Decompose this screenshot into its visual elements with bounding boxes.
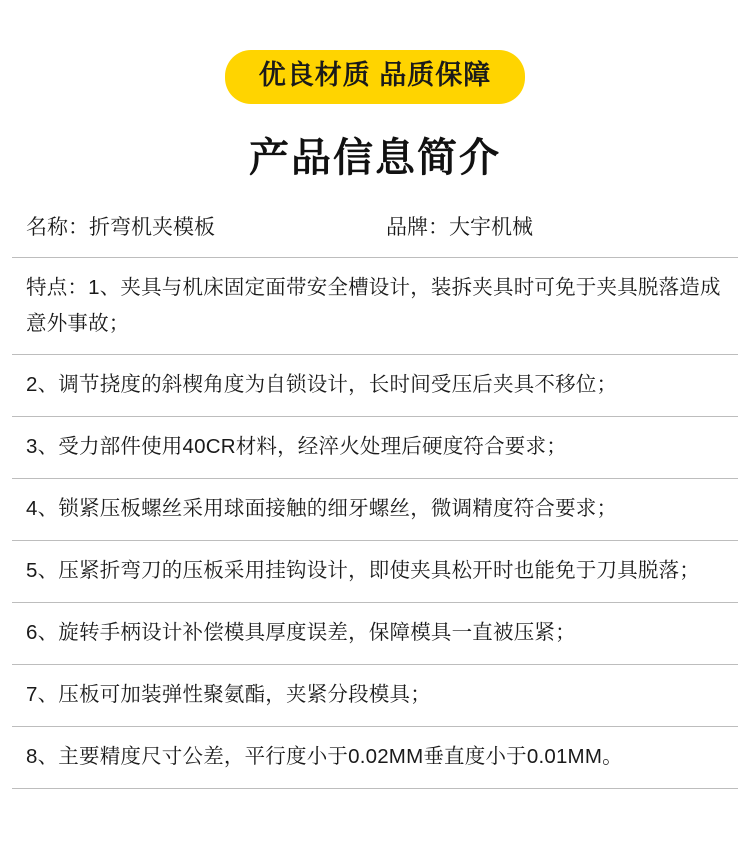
feature-text: 8、主要精度尺寸公差，平行度小于0.02MM垂直度小于0.01MM。	[26, 744, 623, 768]
table-row	[12, 258, 738, 356]
table-row	[12, 603, 738, 665]
table-row	[12, 665, 738, 727]
table-row	[12, 355, 738, 417]
table-row	[12, 727, 738, 789]
table-row	[12, 417, 738, 479]
product-brand-label: 品牌：大宇机械	[386, 215, 533, 239]
feature-text: 7、压板可加装弹性聚氨酯，夹紧分段模具；	[26, 682, 431, 706]
feature-text: 4、锁紧压板螺丝采用球面接触的细牙螺丝，微调精度符合要求；	[26, 497, 618, 521]
quality-badge: 优良材质 品质保障	[225, 50, 526, 104]
feature-text: 2、调节挠度的斜楔角度为自锁设计，长时间受压后夹具不移位；	[26, 373, 618, 397]
feature-text: 3、受力部件使用40CR材料，经淬火处理后硬度符合要求；	[26, 435, 567, 459]
feature-text: 特点：1、夹具与机床固定面带安全槽设计，装拆夹具时可免于夹具脱落造成意外事故；	[26, 275, 721, 335]
badge-row	[0, 0, 750, 104]
feature-text: 6、旋转手柄设计补偿模具厚度误差，保障模具一直被压紧；	[26, 620, 576, 644]
table-row	[12, 479, 738, 541]
table-row	[12, 541, 738, 603]
page-title: 产品信息简介	[249, 135, 501, 180]
table-header-row	[12, 205, 738, 258]
product-name-label: 名称：折弯机夹模板	[26, 215, 215, 239]
spec-table	[12, 205, 738, 789]
feature-text: 5、压紧折弯刀的压板采用挂钩设计，即使夹具松开时也能免于刀具脱落；	[26, 559, 700, 583]
